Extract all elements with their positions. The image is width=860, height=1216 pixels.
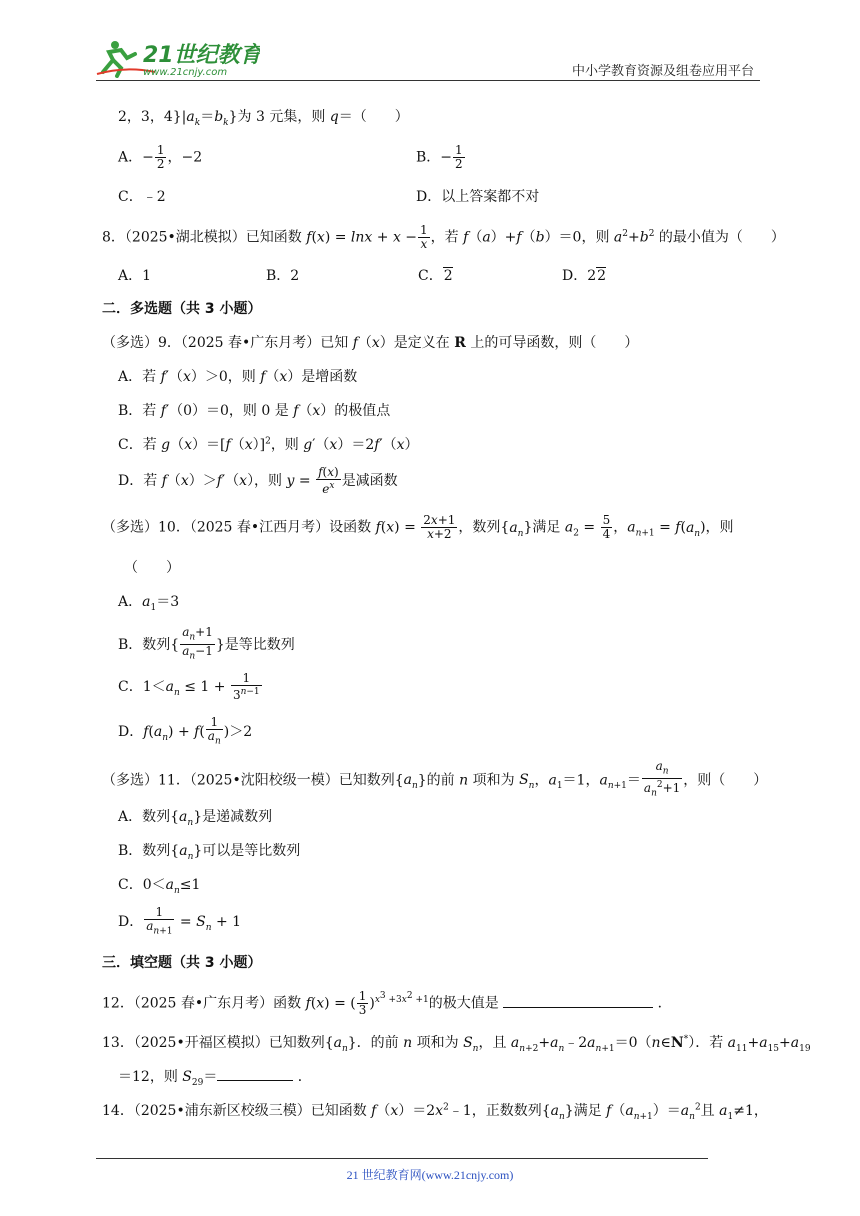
logo-text: 21世纪教育 <box>143 43 260 68</box>
q8-stem: 8．（2025•湖北模拟）已知函数 f(x) = lnx + x − $\frac{1}{x}$ ，若 f（a）+f（b）＝0，则 $a^2+b^2$ 的最小值为（ ） <box>102 223 785 251</box>
q9-option-b: B．若 f′（0）＝0，则 0 是 f（x）的极值点 <box>118 403 391 419</box>
q11-option-d: D． $\frac{1}{a_{n+1}}$ = $S_n + 1$ <box>118 905 242 937</box>
q9-option-c: C．若 $g(x)=[f(x)]^2$，则 g′（x）＝2f′（x） <box>118 436 419 453</box>
q7-option-b: B．− $\frac{1}{2}$ <box>416 143 463 171</box>
q11-option-b: B．数列$\{a_n\}$可以是等比数列 <box>118 843 301 862</box>
q8-option-a: A．1 <box>118 268 152 284</box>
logo-url: www.21cnjy.com <box>143 67 228 78</box>
q7-option-d: D．以上答案都不对 <box>416 189 540 205</box>
q13-line2: ＝12，则 $S_{29}=$ ． <box>118 1069 312 1088</box>
runner-logo-icon <box>95 38 260 78</box>
q10-stem: （多选）10．（2025 春•江西月考）设函数 f(x) = $\frac{2x+1}{x+2}$ ，数列$\{a_n\}$满足 $a_2$ = $\frac{5}{4}$ ，$a_{n+1} = f(a_n)$，则 <box>102 513 734 541</box>
q10-option-d: D．$f(a_n) + f$( $\frac{1}{a_n}$ )＞2 <box>118 715 253 747</box>
q10-paren: （ ） <box>124 560 180 576</box>
q11-option-a: A．数列$\{a_n\}$是递减数列 <box>118 809 273 828</box>
q9-option-a: A．若 f′（x）＞0，则 f（x）是增函数 <box>118 369 358 385</box>
q9-stem: （多选）9．（2025 春•广东月考）已知 f（x）是定义在 R 上的可导函数，则（ ） <box>102 335 639 351</box>
header-divider <box>96 80 760 81</box>
q8-option-b: B．2 <box>266 268 300 284</box>
q10-option-b: B．数列{ $\frac{a_n+1}{a_n-1}$ }是等比数列 <box>118 625 295 662</box>
q13-answer-blank[interactable] <box>217 1079 293 1081</box>
q8-option-c: C．2 <box>418 268 453 284</box>
q8-option-d: D．22 <box>562 268 607 284</box>
q13-line1: 13．（2025•开福区模拟）已知数列$\{a_n\}$．的前 n 项和为 $S_n$，且 $a_{n+2}+a_n﹣2a_{n+1}=0(n\in N^*)$．若 $a_{11}+a_{15}+a_{19}$ <box>102 1034 811 1054</box>
header-platform-text: 中小学教育资源及组卷应用平台 <box>571 64 754 79</box>
q11-stem: （多选）11．（2025•沈阳校级一模）已知数列$\{a_n\}$的前 n 项和为 $S_n$，$a_1=1$，$a_{n+1}=$ $\frac{a_n}{a_n^2+1}$ ，则（ ） <box>102 759 768 799</box>
q12-answer-blank[interactable] <box>503 1006 653 1008</box>
footer-divider <box>96 1158 708 1159</box>
q11-option-c: C．$0<a_n\le 1$ <box>118 877 201 896</box>
q10-option-c: C．$1<a_n \le 1$ + $\frac{1}{3^{n-1}}$ <box>118 671 260 702</box>
section-fill-blank-title: 三．填空题（共 3 小题） <box>102 955 262 971</box>
q7-option-a: A．− $\frac{1}{2}$ ，−2 <box>118 143 203 171</box>
q9-option-d: D．若 f（x）＞f′（x），则 y = $\frac{f(x)}{e^x}$ 是减函数 <box>118 465 398 496</box>
q7-option-c: C．﹣2 <box>118 189 166 205</box>
q12-stem: 12．（2025 春•广东月考）函数 f(x) = ( $\frac{1}{3}$ )$^{x^3 +3x^2 +1}$的极大值是 ． <box>102 989 672 1017</box>
site-logo <box>95 38 260 78</box>
section-multiple-choice-title: 二．多选题（共 3 小题） <box>102 301 262 317</box>
q14-stem: 14．（2025•浦东新区校级三模）已知函数 $f(x)=2x^2﹣1$，正数数列$\{a_n\}$满足 $f(a_{n+1})=a_n^2$且 $a_1\ne 1$， <box>102 1102 768 1122</box>
q10-option-a: A．$a_1=3$ <box>118 594 180 613</box>
footer-site-text[interactable]: 21 世纪教育网(www.21cnjy.com) <box>346 1168 514 1182</box>
q7-stem: 2，3，$4\}|a_k=b_k$}为 3 元集，则 q＝（ ） <box>118 109 409 128</box>
